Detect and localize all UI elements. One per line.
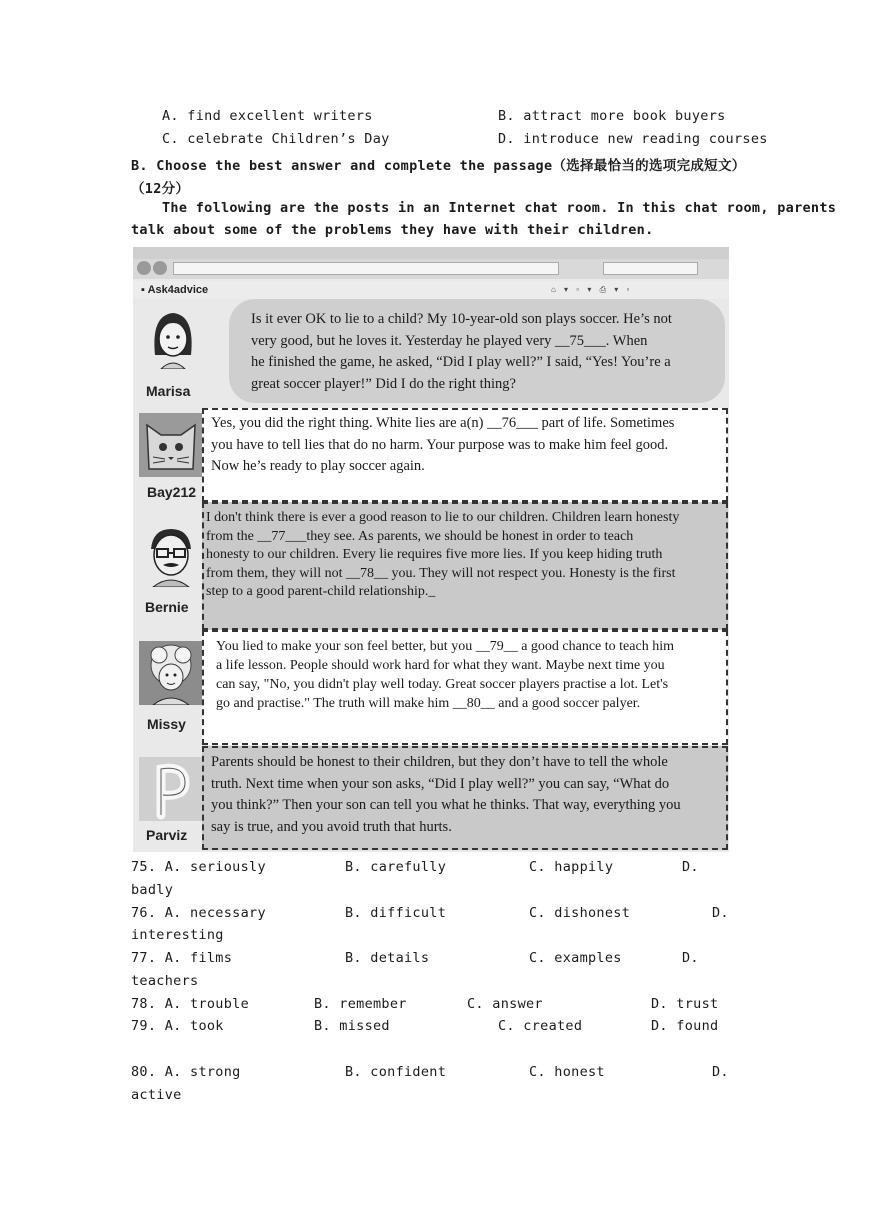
question-80: 80. A. strong	[131, 1064, 241, 1080]
forward-icon[interactable]	[153, 261, 167, 275]
browser-titlebar	[133, 247, 729, 259]
post-line: you think?” Then your son can tell you what he thinks. That way, everything you	[211, 797, 681, 813]
post-text-bay212	[211, 413, 674, 478]
username-bay212: Bay212	[147, 484, 197, 500]
question-77: 77. A. films	[131, 950, 233, 966]
intro-line-1: The following are the posts in an Internet chat room. In this chat room, parents	[162, 200, 837, 216]
q78-option-d: D. trust	[651, 996, 719, 1012]
post-line: You lied to make your son feel better, but you __79__ a good chance to teach him	[216, 639, 674, 654]
post-line: a life lesson. People should work hard for what they want. Maybe next time you	[216, 658, 665, 673]
question-75: 75. A. seriously	[131, 859, 266, 875]
q80-option-c: C. honest	[529, 1064, 605, 1080]
username-missy: Missy	[147, 716, 186, 732]
q76-option-d-text: interesting	[131, 927, 224, 943]
username-marisa: Marisa	[146, 383, 191, 399]
post-line: Is it ever OK to lie to a child? My 10-year-old son plays soccer. He’s not	[251, 311, 672, 327]
question-79: 79. A. took	[131, 1018, 224, 1034]
prev-option-b: B. attract more book buyers	[498, 108, 726, 124]
q80-option-d: D.	[712, 1064, 729, 1080]
section-score: （12分）	[131, 181, 190, 197]
q75-option-b: B. carefully	[345, 859, 447, 875]
post-line: you have to tell lies that do no harm. Your purpose was to make him feel good.	[211, 436, 669, 453]
q78-option-b: B. remember	[314, 996, 407, 1012]
q80-option-d-text: active	[131, 1087, 182, 1103]
site-name: ▪ Ask4advice	[141, 284, 209, 296]
toolbar-icons[interactable]: ⌂ ▾ ▫ ▾ ⎙ ▾ ▫	[551, 285, 633, 294]
q75-option-d: D.	[682, 859, 699, 875]
intro-line-2: talk about some of the problems they have with their children.	[131, 222, 654, 238]
q76-option-c: C. dishonest	[529, 905, 631, 921]
post-line: honesty to our children. Every lie requires five more lies. If you keep hiding truth	[206, 547, 663, 562]
q75-option-d-text: badly	[131, 882, 174, 898]
q79-option-b: B. missed	[314, 1018, 390, 1034]
post-line: from them, they will not __78__ you. They will not respect you. Honesty is the first	[206, 565, 676, 581]
question-78: 78. A. trouble	[131, 996, 250, 1012]
post-line: truth. Next time when your son asks, “Did I play well?” you can say, “What do	[211, 775, 670, 792]
post-text-missy	[216, 637, 674, 713]
post-line: Yes, you did the right thing. White lies are a(n) __76___ part of life. Sometimes	[211, 415, 675, 431]
q76-option-b: B. difficult	[345, 905, 447, 921]
q80-option-b: B. confident	[345, 1064, 447, 1080]
missy-avatar-icon	[139, 641, 203, 705]
post-text-parviz	[211, 752, 681, 838]
post-line: from the __77___they see. As parents, we should be honest in order to teach	[206, 528, 634, 544]
q75-option-c: C. happily	[529, 859, 614, 875]
marisa-avatar-icon	[141, 305, 205, 369]
prev-option-d: D. introduce new reading courses	[498, 131, 768, 147]
url-field[interactable]	[173, 262, 559, 275]
post-line: can say, "No, you didn't play well today. Great soccer players practise a lot. Let's	[216, 677, 669, 692]
username-bernie: Bernie	[145, 599, 189, 615]
post-line: Parents should be honest to their children, but they don’t have to tell the whole	[211, 754, 668, 770]
post-line: he finished the game, he asked, “Did I play well?” I said, “Yes! You’re a	[251, 354, 671, 370]
chat-room-screenshot	[133, 247, 729, 852]
q77-option-c: C. examples	[529, 950, 622, 966]
cat-avatar-icon	[139, 413, 203, 477]
post-line: step to a good parent-child relationship._	[206, 584, 436, 599]
post-line: I don't think there is ever a good reason to lie to our children. Children learn honesty	[206, 510, 680, 525]
section-heading: B. Choose the best answer and complete the passage（选择最恰当的选项完成短文）	[131, 158, 746, 174]
bernie-avatar-icon	[139, 523, 203, 587]
q77-option-b: B. details	[345, 950, 430, 966]
prev-option-c: C. celebrate Children’s Day	[162, 131, 390, 147]
prev-option-a: A. find excellent writers	[162, 108, 373, 124]
post-line: very good, but he loves it. Yesterday he played very __75___. When	[251, 332, 648, 349]
parviz-avatar-icon	[139, 757, 203, 821]
post-text-marisa	[251, 309, 672, 395]
back-icon[interactable]	[137, 261, 151, 275]
post-line: Now he’s ready to play soccer again.	[211, 458, 425, 474]
q76-option-d: D.	[712, 905, 729, 921]
q79-option-c: C. created	[498, 1018, 583, 1034]
q77-option-d-text: teachers	[131, 973, 199, 989]
q77-option-d: D.	[682, 950, 699, 966]
username-parviz: Parviz	[146, 827, 188, 843]
search-field[interactable]	[603, 262, 698, 275]
post-line: great soccer player!” Did I do the right thing?	[251, 375, 516, 392]
question-76: 76. A. necessary	[131, 905, 266, 921]
q78-option-c: C. answer	[467, 996, 543, 1012]
q79-option-d: D. found	[651, 1018, 719, 1034]
post-text-bernie	[206, 509, 679, 602]
post-line: go and practise." The truth will make him __80__ and a good soccer palyer.	[216, 696, 641, 711]
post-line: say is true, and you avoid truth that hurts.	[211, 818, 452, 835]
browser-tab-row	[133, 281, 729, 299]
